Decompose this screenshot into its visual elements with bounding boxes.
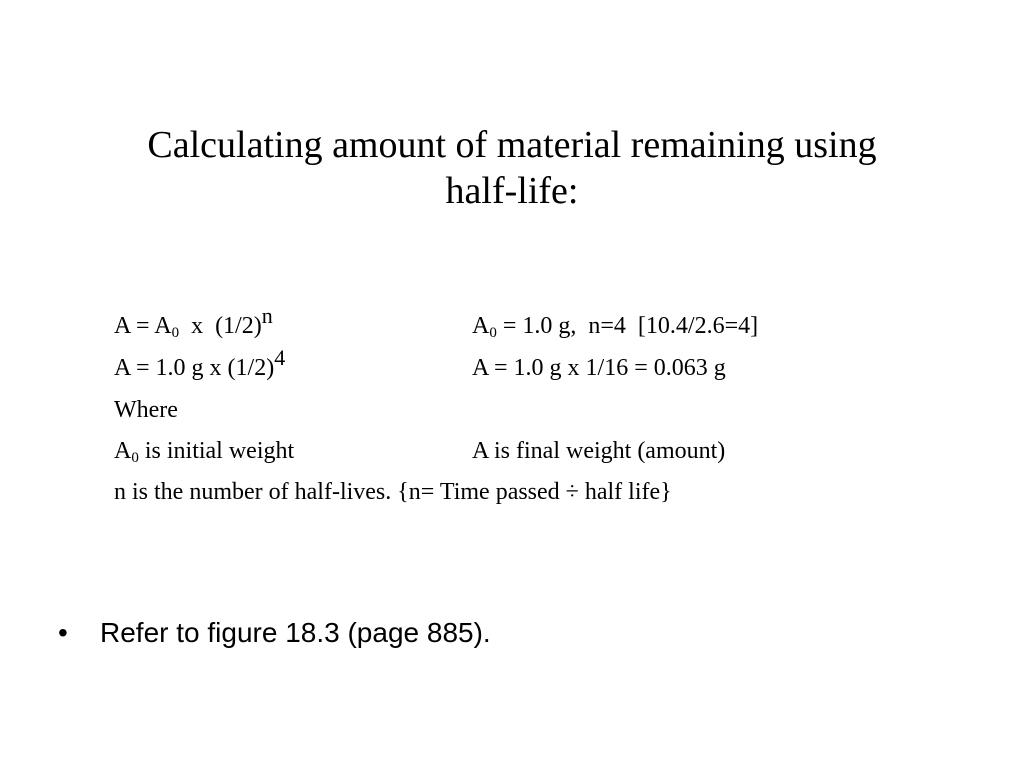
- formula-general-sup: n: [261, 303, 273, 328]
- initial-b: is initial weight: [138, 438, 295, 464]
- formula-given-values: [472, 312, 758, 340]
- substituted-a: A = 1.0 g x (1/2): [114, 355, 275, 381]
- formula-general-a: A = A: [114, 313, 172, 339]
- formula-substituted: [114, 345, 286, 382]
- title-line-2: half-life:: [445, 170, 579, 212]
- given-a: A: [472, 313, 490, 339]
- bullet-list: [58, 548, 491, 718]
- initial-sub: 0: [131, 450, 139, 466]
- definition-half-lives: [114, 478, 672, 506]
- formula-general-b: x (1/2): [179, 313, 262, 339]
- half-lives-text: n is the number of half-lives. {n= Time passed ÷ half life}: [114, 479, 672, 505]
- initial-a: A: [114, 438, 132, 464]
- bullet-item: [58, 616, 491, 650]
- definition-final-weight: [472, 437, 725, 465]
- substituted-sup: 4: [274, 345, 286, 370]
- definition-initial-weight: [114, 437, 294, 465]
- bullet-marker: •: [58, 617, 68, 648]
- slide-title: [112, 122, 912, 214]
- given-sub: 0: [489, 325, 497, 341]
- formula-result: [472, 354, 726, 382]
- final-text: A is final weight (amount): [472, 438, 726, 464]
- formula-general-sub: 0: [171, 325, 180, 341]
- given-b: = 1.0 g, n=4 [10.4/2.6=4]: [496, 313, 759, 339]
- formula-general: [114, 303, 273, 341]
- bullet-text: Refer to figure 18.3 (page 885).: [100, 617, 491, 648]
- title-line-1: Calculating amount of material remaining using: [147, 124, 877, 166]
- where-label: [114, 396, 178, 424]
- where-text: Where: [114, 397, 178, 423]
- result-text: A = 1.0 g x 1/16 = 0.063 g: [472, 355, 726, 381]
